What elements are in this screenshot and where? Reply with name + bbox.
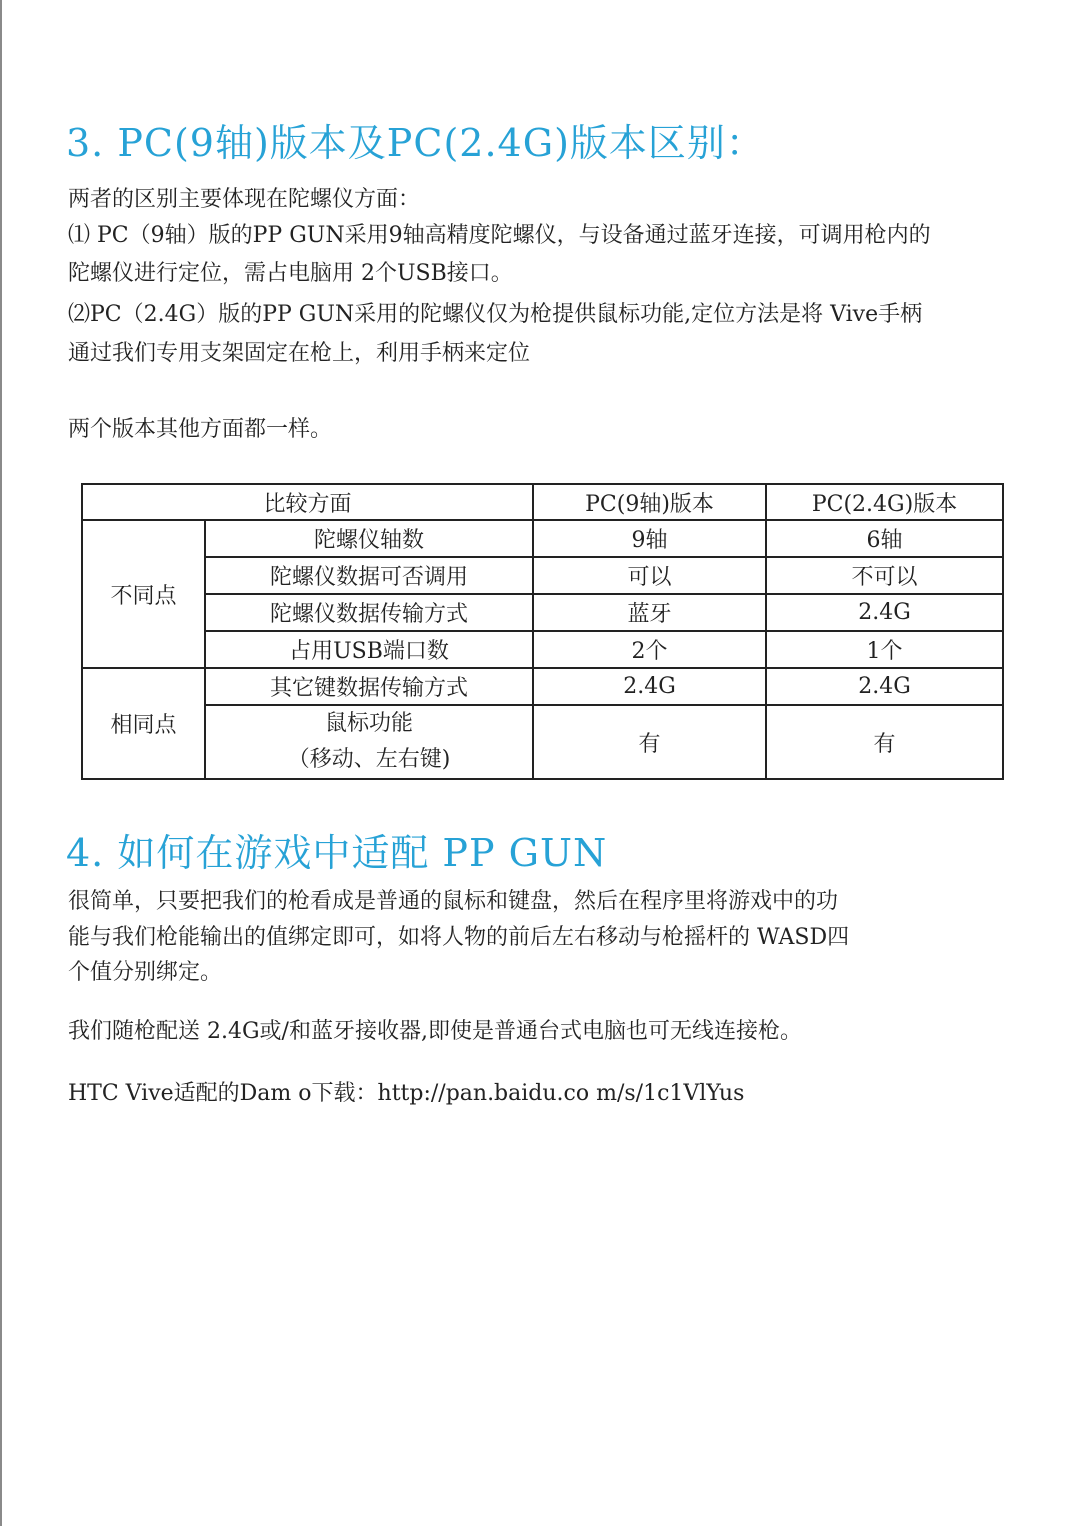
section-4-para-2: 我们随枪配送 2.4G或/和蓝牙接收器,即使是普通台式电脑也可无线连接枪。 <box>68 1019 802 1044</box>
section-3-note: 两个版本其他方面都一样。 <box>68 417 333 442</box>
table-row <box>82 557 1003 594</box>
row-aspect-line-1: 鼠标功能 <box>325 711 414 736</box>
section-4-para-1-line-2: 能与我们枪能输出的值绑定即可，如将人物的前后左右移动与枪摇杆的 WASD四 <box>68 925 850 950</box>
row-24g-value: 不可以 <box>766 557 1003 594</box>
row-24g-value: 1个 <box>766 631 1003 668</box>
table-header-row <box>82 484 1003 520</box>
section-4-para-1-line-1: 很简单，只要把我们的枪看成是普通的鼠标和键盘，然后在程序里将游戏中的功 <box>68 889 839 914</box>
header-aspect: 比较方面 <box>82 484 533 520</box>
section-3-item-2-line-1: ⑵PC（2.4G）版的PP GUN采用的陀螺仪仅为枪提供鼠标功能,定位方法是将 Vive手柄 <box>68 302 923 327</box>
row-9axis-value: 可以 <box>533 557 766 594</box>
row-aspect-line-2: （移动、左右键) <box>287 747 451 772</box>
row-9axis-value: 2.4G <box>533 668 766 705</box>
row-24g-value: 2.4G <box>766 594 1003 631</box>
header-24g-version: PC(2.4G)版本 <box>766 484 1003 520</box>
section-4-heading: 4. 如何在游戏中适配 PP GUN <box>66 831 608 875</box>
page-left-edge-line <box>0 0 2 1526</box>
section-3-item-1-line-2: 陀螺仪进行定位，需占电脑用 2个USB接口。 <box>68 261 513 286</box>
group-differences: 不同点 <box>82 520 205 668</box>
section-4-para-1-line-3: 个值分别绑定。 <box>68 960 223 985</box>
row-24g-value: 2.4G <box>766 668 1003 705</box>
header-9axis-version: PC(9轴)版本 <box>533 484 766 520</box>
row-aspect: 陀螺仪数据传输方式 <box>205 594 533 631</box>
table-row <box>82 705 1003 779</box>
section-4-download-link-text: HTC Vive适配的Dam o下载：http://pan.baidu.co m/s/1c1VlYus <box>68 1081 745 1106</box>
table-row <box>82 594 1003 631</box>
row-9axis-value: 蓝牙 <box>533 594 766 631</box>
row-aspect: 陀螺仪数据可否调用 <box>205 557 533 594</box>
section-3-intro: 两者的区别主要体现在陀螺仪方面： <box>68 187 421 212</box>
section-3-item-1-line-1: ⑴ PC（9轴）版的PP GUN采用9轴高精度陀螺仪，与设备通过蓝牙连接，可调用枪内的 <box>68 223 931 248</box>
row-9axis-value: 2个 <box>533 631 766 668</box>
table-row <box>82 668 1003 705</box>
row-9axis-value: 有 <box>533 705 766 779</box>
row-aspect: 陀螺仪轴数 <box>205 520 533 557</box>
row-aspect: 其它键数据传输方式 <box>205 668 533 705</box>
row-aspect: 占用USB端口数 <box>205 631 533 668</box>
row-9axis-value: 9轴 <box>533 520 766 557</box>
section-3-heading: 3. PC(9轴)版本及PC(2.4G)版本区别： <box>66 121 765 165</box>
row-24g-value: 有 <box>766 705 1003 779</box>
row-24g-value: 6轴 <box>766 520 1003 557</box>
section-3-item-2-line-2: 通过我们专用支架固定在枪上，利用手柄来定位 <box>68 341 531 366</box>
table-row <box>82 520 1003 557</box>
comparison-table <box>81 483 1004 780</box>
table-row <box>82 631 1003 668</box>
group-same: 相同点 <box>82 668 205 779</box>
row-aspect <box>205 705 533 779</box>
